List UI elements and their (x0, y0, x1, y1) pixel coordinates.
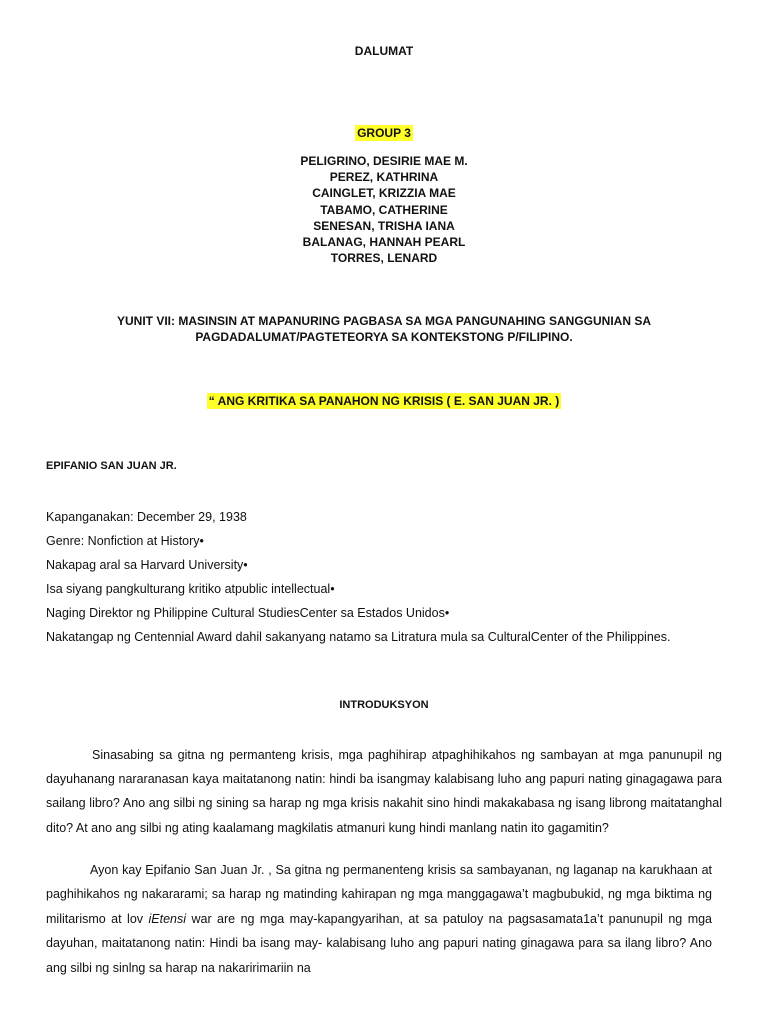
italic-term: iEtensi (148, 911, 187, 926)
intro-heading: INTRODUKSYON (339, 699, 429, 711)
fact-line: Nakapag aral sa Harvard University• (46, 557, 248, 572)
member-name: CAINGLET, KRIZZIA MAE (312, 186, 456, 201)
reading-title-text: “ ANG KRITIKA SA PANAHON NG KRISIS ( E. SAN JUAN JR. ) (208, 394, 560, 408)
fact-line: Naging Direktor ng Philippine Cultural StudiesCenter sa Estados Unidos• (46, 605, 450, 620)
member-list (0, 153, 768, 266)
group-label: GROUP 3 (357, 126, 411, 140)
fact-line: Isa siyang pangkulturang kritiko atpublic intellectual• (46, 581, 335, 596)
member-name: BALANAG, HANNAH PEARL (302, 235, 466, 250)
title-text: DALUMAT (354, 44, 414, 58)
fact-line: Genre: Nonfiction at History• (46, 533, 204, 548)
paragraph-text: war are ng mga may-kapangyarihan, at sa patuloy na pagsasamata1a’t panunupil ng mga dayuhan, maitatanong natin: Hindi ba isang may- kalabisang luho ang papuri nating ginagawa para sa ilang libro? Ano ang silbi ng sinlng sa harap na nakaririmariin na (46, 911, 713, 975)
member-name: TORRES, LENARD (330, 251, 438, 266)
unit-heading-line: YUNIT VII: MASINSIN AT MAPANURING PAGBASA SA MGA PANGUNAHING SANGGUNIAN SA (116, 314, 651, 328)
reading-title (0, 394, 768, 408)
intro-paragraph-1: Sinasabing sa gitna ng permanteng krisis, mga paghihirap atpaghihikahos ng sambayan at mga panunupil ng dayuhanang nararanasan kaya maitatanong natin: hindi ba isangmay kalabisang luho ang papuri nating ginagagawa para sailang libro? Ano ang silbi ng sining sa harap ng mga krisis nakahit sino hindi makakabasa ng isang librong maitatanghal dito? At ano ang silbi ng ating kaalamang magkilatis atmanuri kung hindi manlang natin ito gagamitin? (46, 748, 722, 835)
member-name: TABAMO, CATHERINE (320, 202, 448, 217)
member-name: SENESAN, TRISHA IANA (313, 218, 455, 233)
fact-line: Kapanganakan: December 29, 1938 (46, 510, 247, 524)
fact-line: Nakatangap ng Centennial Award dahil sakanyang natamo sa Litratura mula sa CulturalCenter of the Philippines. (46, 629, 671, 644)
author-facts (46, 506, 736, 649)
group-heading (0, 126, 768, 140)
unit-heading-line: PAGDADALUMAT/PAGTETEORYA SA KONTEKSTONG P/FILIPINO. (195, 330, 573, 344)
member-name: PEREZ, KATHRINA (329, 170, 439, 185)
paragraph-text: Ayon kay Epifanio San Juan Jr. , Sa gitna ng permanenteng krisis sa sambayanan, ng laganap na karukhaan at paghihikahos ng nakararami; sa harap ng matinding kahirapan ng mga manggagawa’t magbubukid, ng mga biktima ng militarismo at lov (46, 863, 712, 926)
intro-paragraph-2 (46, 858, 712, 980)
author-heading: EPIFANIO SAN JUAN JR. (46, 460, 177, 472)
document-title (0, 44, 768, 58)
unit-heading (60, 313, 708, 345)
member-name: PELIGRINO, DESIRIE MAE M. (300, 154, 468, 168)
